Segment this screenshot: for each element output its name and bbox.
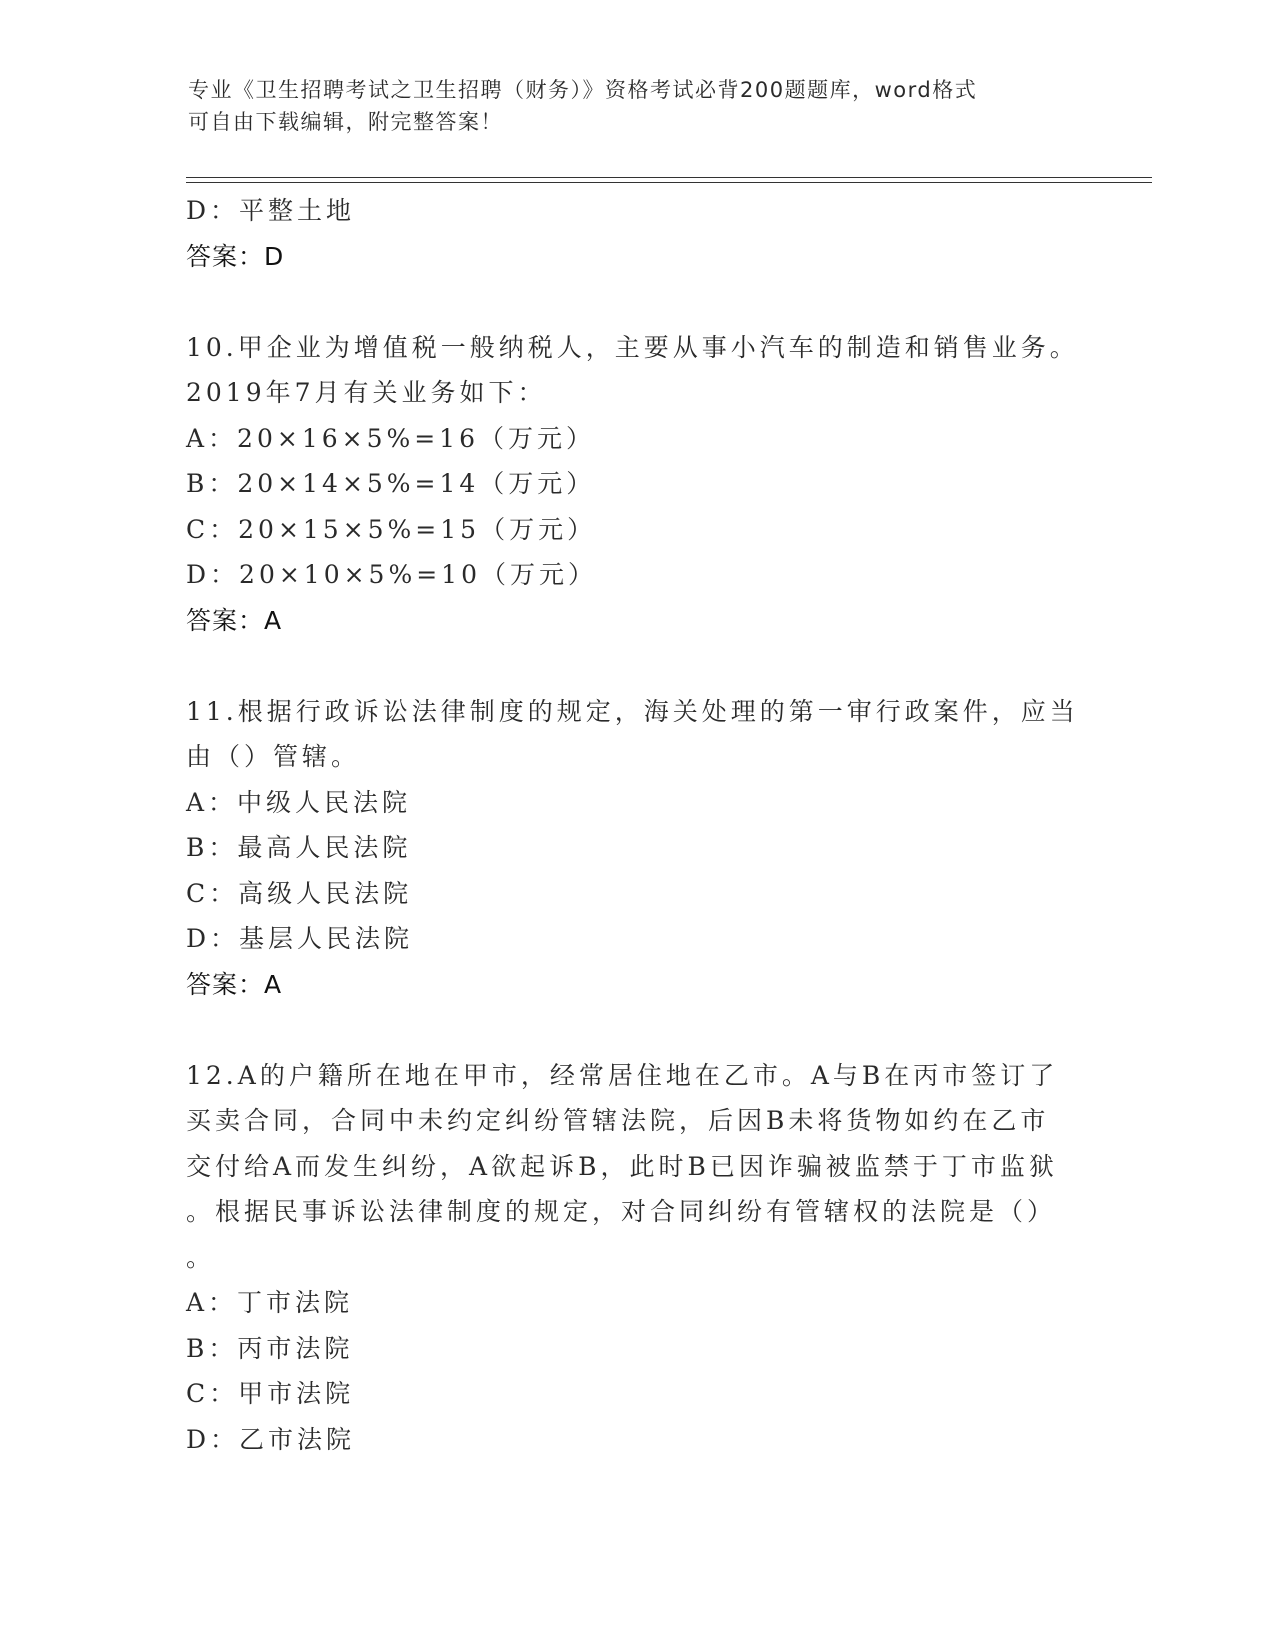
question-stem-line: 12.A的户籍所在地在甲市，经常居住地在乙市。A与B在丙市签订了	[186, 1060, 1059, 1090]
carryover-answer: 答案：D	[186, 241, 285, 271]
header-rule-bottom	[186, 182, 1152, 183]
answer-label: 答案：A	[186, 969, 283, 999]
document-header	[188, 74, 1068, 138]
question-stem-line: 2019年7月有关业务如下：	[186, 378, 547, 407]
question-stem-line: 。	[186, 1242, 216, 1272]
question-12	[186, 1053, 1086, 1463]
option-d: D：基层人民法院	[186, 924, 414, 953]
spacer	[186, 643, 1086, 689]
question-stem-line: 11.根据行政诉讼法律制度的规定，海关处理的第一审行政案件，应当	[186, 696, 1079, 726]
header-rule-top	[186, 177, 1152, 178]
question-11	[186, 689, 1086, 1008]
question-stem-line: 。根据民事诉讼法律制度的规定，对合同纠纷有管辖权的法院是（）	[186, 1197, 1057, 1226]
header-title-line-2: 可自由下载编辑，附完整答案！	[188, 110, 503, 134]
option-c: C：20×15×5%=15（万元）	[186, 514, 597, 544]
option-a: A：20×16×5%=16（万元）	[186, 423, 595, 453]
spacer	[186, 279, 1086, 325]
question-10	[186, 325, 1086, 644]
option-b: B：丙市法院	[186, 1333, 354, 1363]
carryover-option-d: D：平整土地	[186, 196, 356, 225]
question-stem-line: 10.甲企业为增值税一般纳税人，主要从事小汽车的制造和销售业务。	[186, 332, 1079, 362]
option-b: B：最高人民法院	[186, 833, 412, 862]
question-stem-line: 交付给A而发生纠纷，A欲起诉B，此时B已因诈骗被监禁于丁市监狱	[186, 1151, 1058, 1181]
option-d: D：乙市法院	[186, 1424, 356, 1454]
question-content	[186, 188, 1086, 1462]
option-c: C：高级人民法院	[186, 878, 413, 908]
question-stem-line: 由（）管辖。	[186, 742, 361, 771]
answer-label: 答案：A	[186, 605, 283, 635]
header-title-line-1: 专业《卫生招聘考试之卫生招聘（财务）》资格考试必背200题题库，word格式	[188, 78, 978, 102]
option-a: A：中级人民法院	[186, 787, 412, 817]
spacer	[186, 1007, 1086, 1053]
question-stem-line: 买卖合同，合同中未约定纠纷管辖法院，后因B未将货物如约在乙市	[186, 1106, 1050, 1135]
option-c: C：甲市法院	[186, 1379, 355, 1408]
option-d: D：20×10×5%=10（万元）	[186, 560, 597, 589]
option-b: B：20×14×5%=14（万元）	[186, 469, 596, 498]
option-a: A：丁市法院	[186, 1288, 354, 1317]
